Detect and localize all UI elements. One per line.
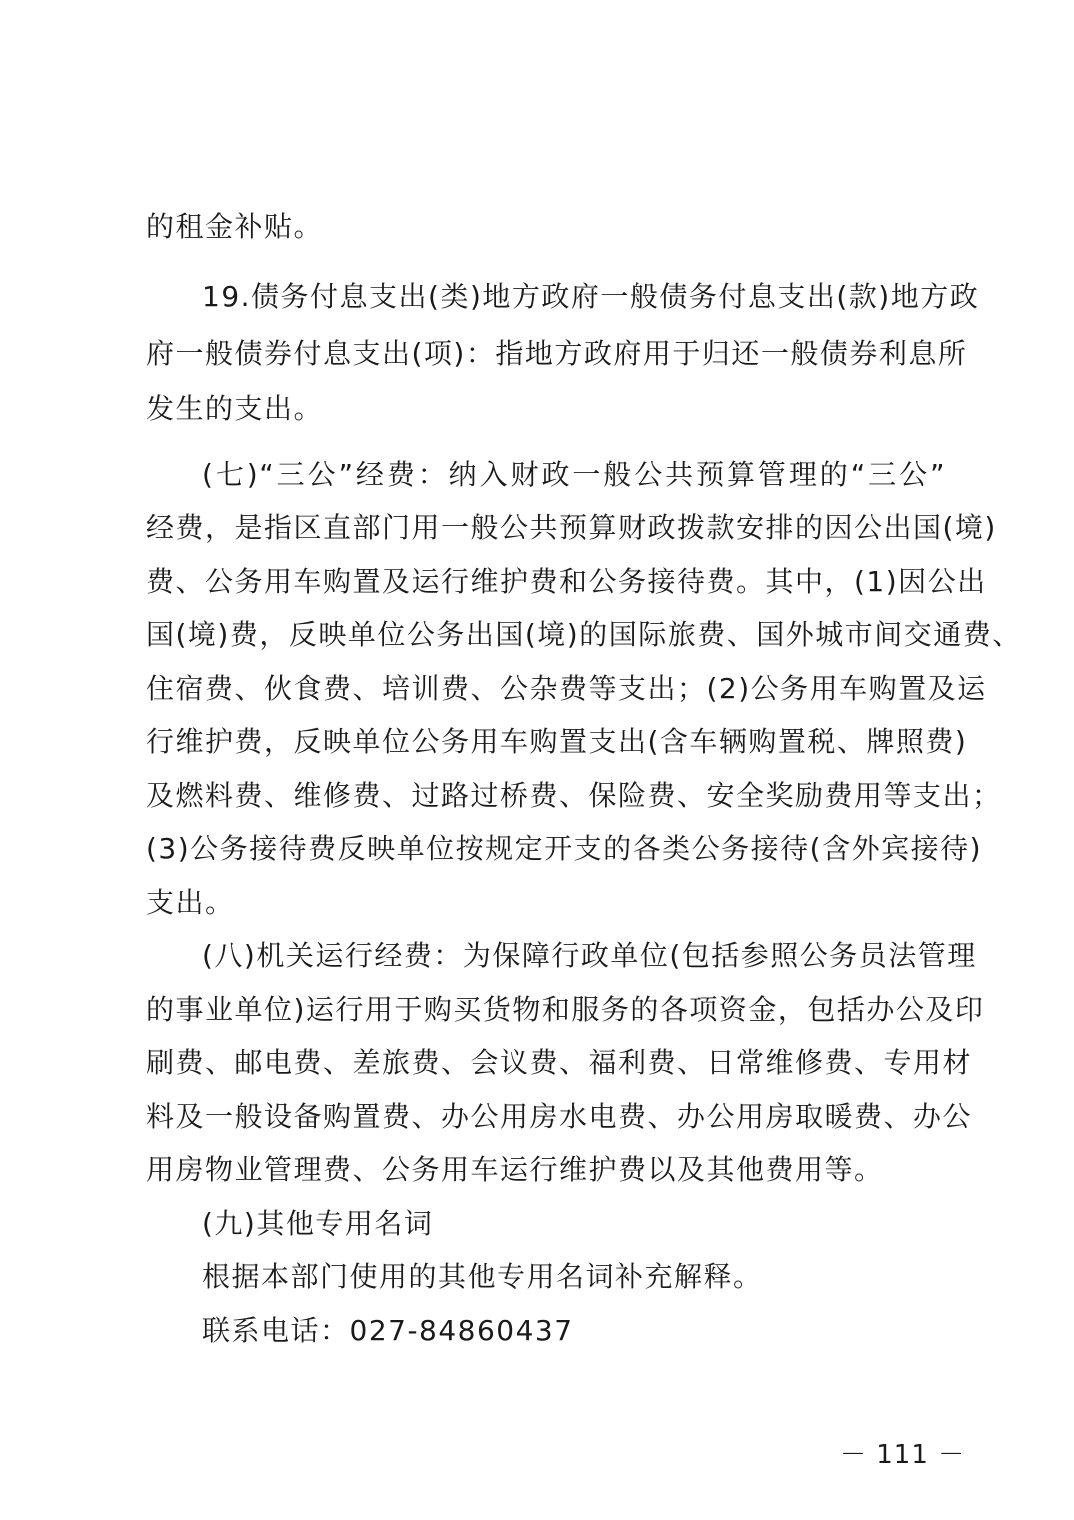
text-line: 费、公务用车购置及运行维护费和公务接待费。其中，(1)因公出 — [146, 565, 987, 598]
text-line: (七)“三公”经费：纳入财政一般公共预算管理的“三公” — [202, 458, 946, 491]
text-line: 的租金补贴。 — [146, 210, 324, 243]
text-line: 府一般债券付息支出(项)：指地方政府用于归还一般债券利息所 — [146, 337, 968, 370]
text-line: 的事业单位)运行用于购买货物和服务的各项资金，包括办公及印 — [146, 993, 985, 1026]
text-line: 住宿费、伙食费、培训费、公杂费等支出；(2)公务用车购置及运 — [146, 672, 987, 705]
contact-phone: 联系电话：027-84860437 — [202, 1314, 574, 1347]
text-line: 支出。 — [146, 886, 235, 919]
page-number: － 111 － — [840, 1440, 966, 1470]
text-line: (八)机关运行经费：为保障行政单位(包括参照公务员法管理 — [202, 939, 977, 972]
text-line: 刷费、邮电费、差旅费、会议费、福利费、日常维修费、专用材 — [146, 1046, 973, 1079]
text-line: 国(境)费，反映单位公务出国(境)的国际旅费、国外城市间交通费、 — [146, 618, 1022, 651]
text-line: 19.债务付息支出(类)地方政府一般债务付息支出(款)地方政 — [202, 280, 980, 313]
text-line: 用房物业管理费、公务用车运行维护费以及其他费用等。 — [146, 1153, 884, 1186]
text-line: 根据本部门使用的其他专用名词补充解释。 — [202, 1260, 763, 1293]
section-heading: (九)其他专用名词 — [202, 1207, 434, 1240]
text-line: 料及一般设备购置费、办公用房水电费、办公用房取暖费、办公 — [146, 1100, 973, 1133]
text-line: 及燃料费、维修费、过路过桥费、保险费、安全奖励费用等支出； — [146, 779, 1002, 812]
text-line: 经费，是指区直部门用一般公共预算财政拨款安排的因公出国(境) — [146, 511, 997, 544]
text-line: (3)公务接待费反映单位按规定开支的各类公务接待(含外宾接待) — [146, 832, 983, 865]
text-line: 发生的支出。 — [146, 392, 324, 425]
text-line: 行维护费，反映单位公务用车购置支出(含车辆购置税、牌照费) — [146, 725, 968, 758]
